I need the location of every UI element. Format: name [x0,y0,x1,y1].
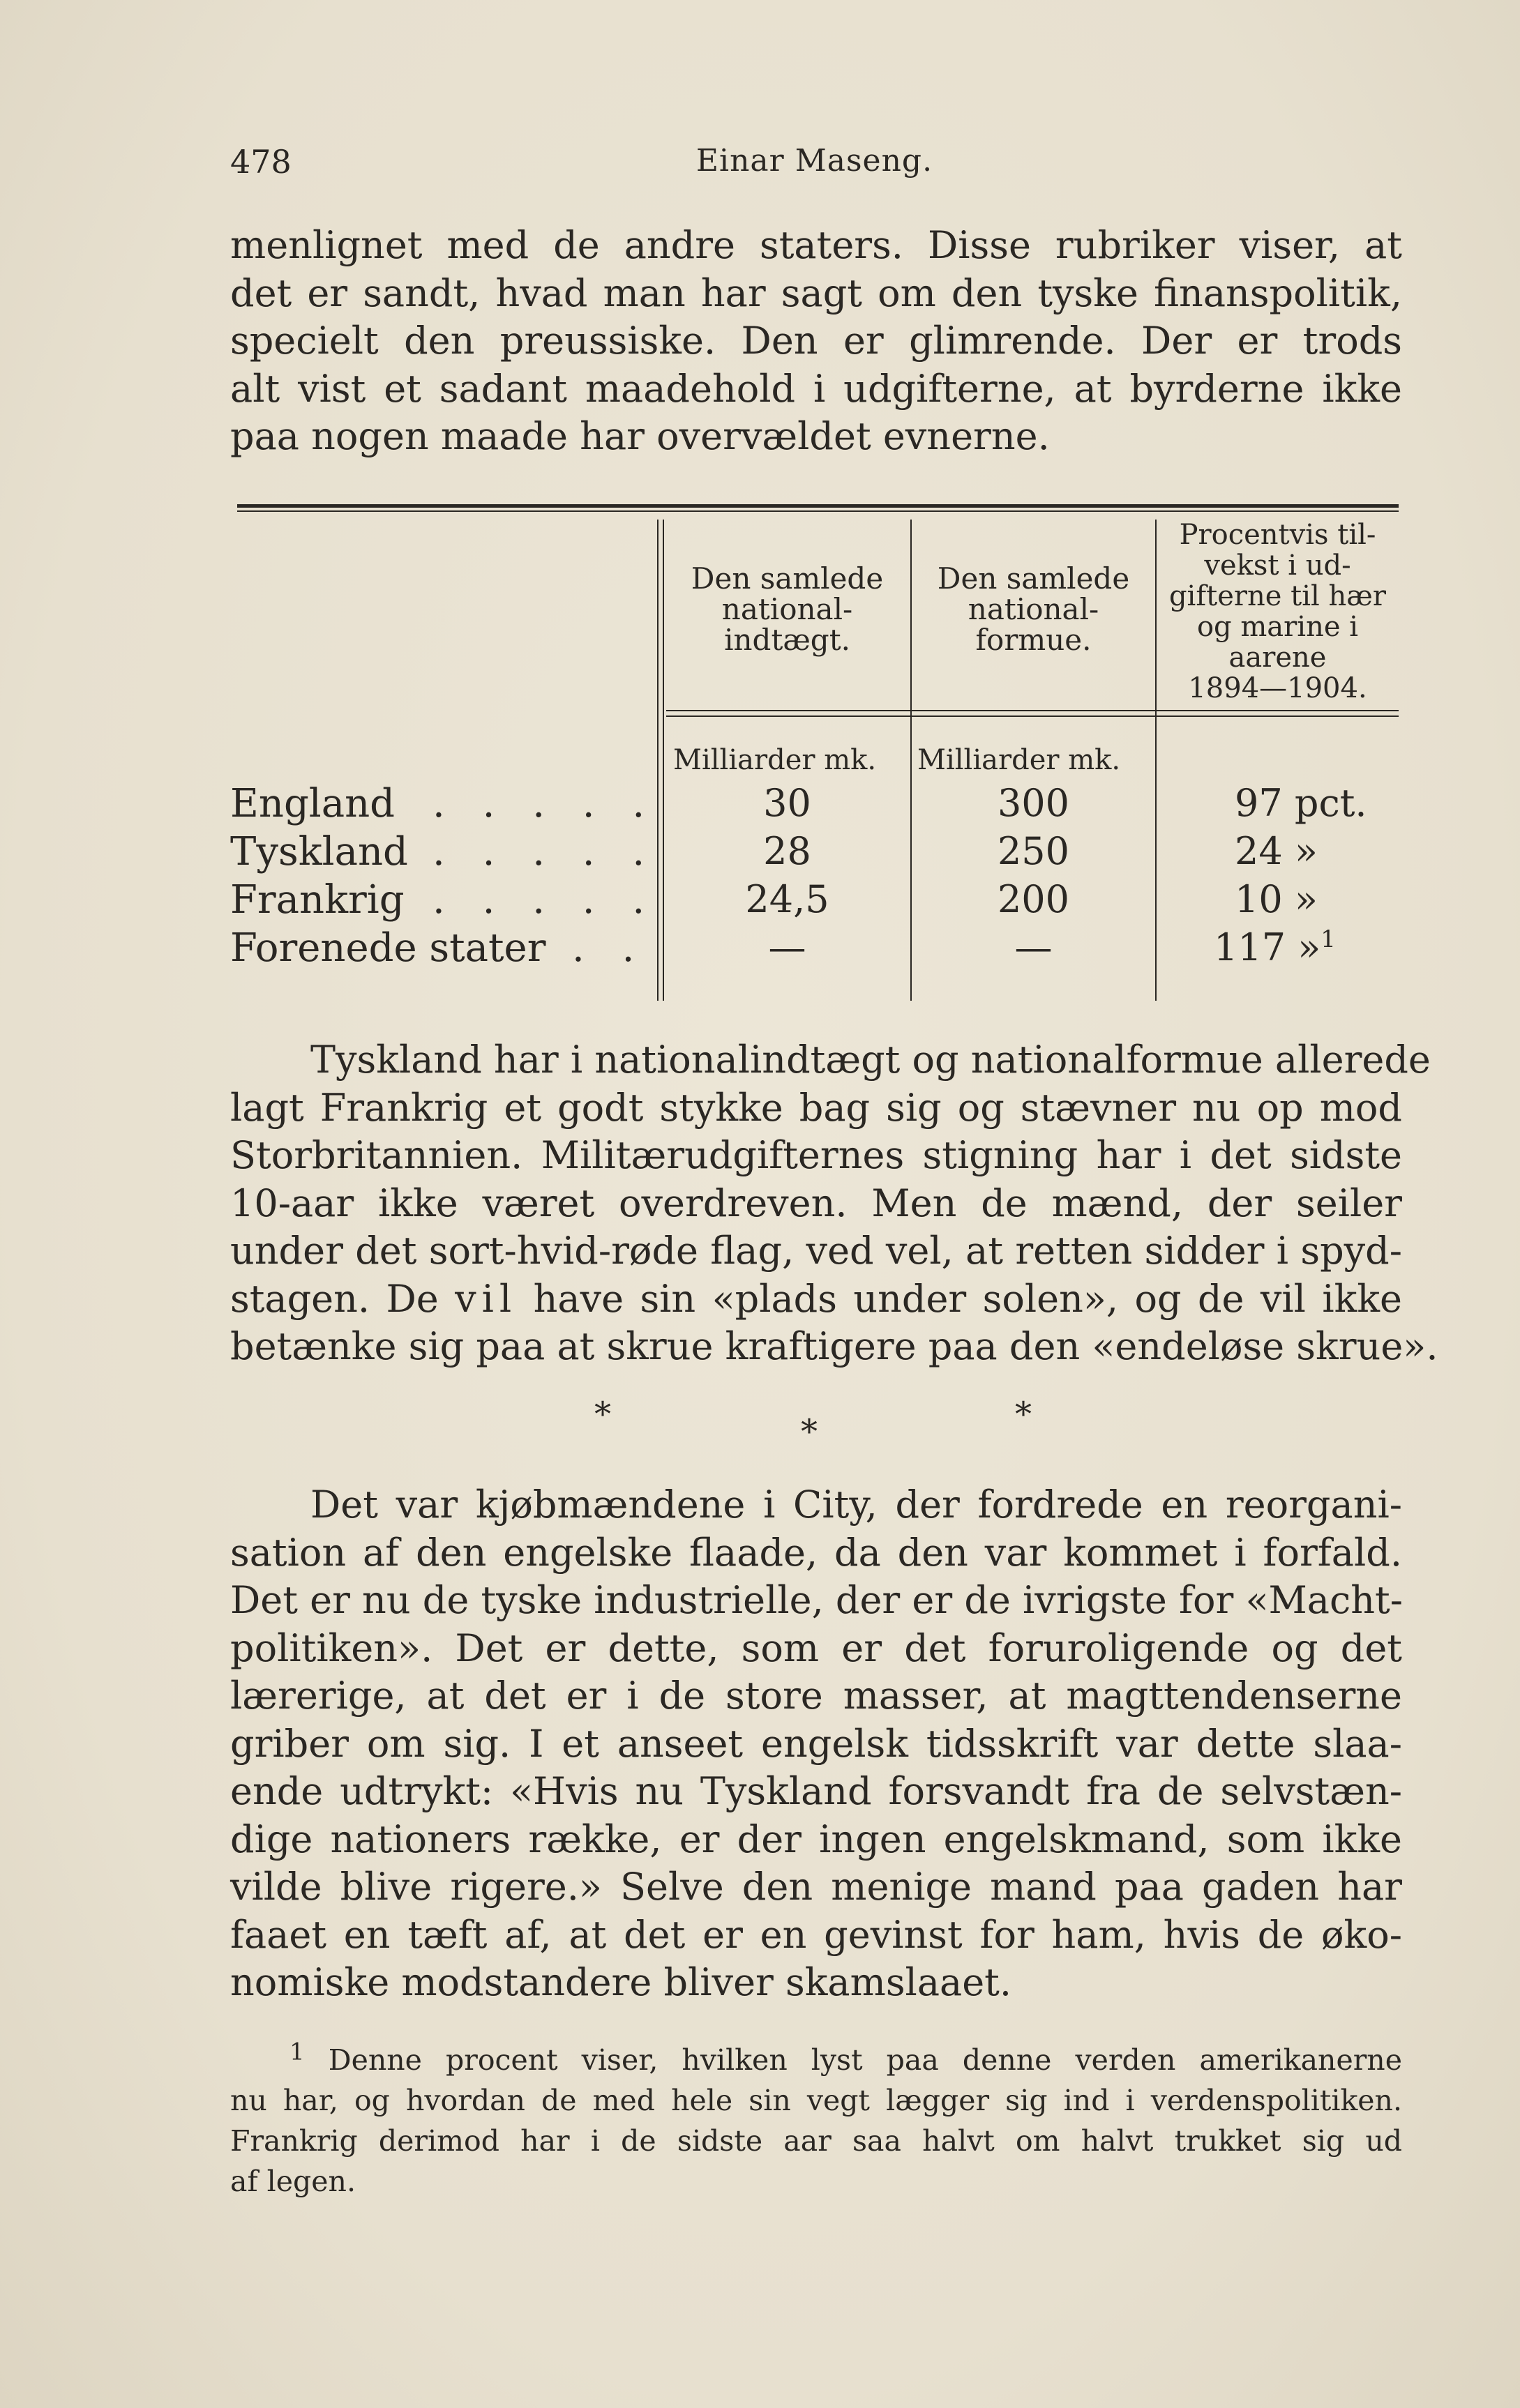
text-line: Storbritannien. Militærudgifternes stigning har i det sidste [230,1133,1402,1177]
text-line [230,1275,1402,1324]
header-line: national- [968,592,1099,626]
header-line: Den samlede [691,561,884,596]
column-divider [657,520,659,1001]
text-line: paa nogen maade har overvældet evnerne. [230,414,1050,458]
text-line: betænke sig paa at skrue kraftigere paa den «endeløse skrue». [230,1324,1438,1368]
header-line: vekst i ud- [1204,550,1351,582]
text-line: under det sort-hvid-røde flag, ved vel, at retten sidder i spyd- [230,1229,1402,1273]
column-header-income [664,563,910,656]
text-line: lagt Frankrig et godt stykke bag sig og stævner nu op mod [230,1085,1402,1130]
text-line: dige nationers række, er der ingen engelskmand, som ikke [230,1817,1402,1861]
header-line: gifterne til hær [1168,580,1387,612]
header-line: formue. [975,623,1092,657]
page-number: 478 [230,143,292,181]
row-growth: 10 » [1235,877,1318,921]
row-growth [1214,925,1336,969]
row-growth: 97 pct. [1235,781,1367,825]
text-line: griber om sig. I et anseet engelsk tidsskrift var dette slaa- [230,1721,1402,1766]
text-line: vilde blive rigere.» Selve den menige mand paa gaden har [230,1865,1402,1909]
unit-label-income: Milliarder mk. [673,744,877,776]
text-run: stagen. De [230,1276,456,1321]
text-line: politiken». Det er dette, som er det foruroligende og det [230,1626,1402,1670]
row-country: Tyskland [230,829,408,874]
footnote-line: nu har, og hvordan de med hele sin vegt lægger sig ind i verdenspolitiken. [230,2084,1402,2117]
header-line: indtægt. [724,623,850,657]
header-rule [666,710,1399,711]
intro-paragraph [230,222,1402,461]
header-line: national- [721,592,853,626]
paragraph-city [230,1481,1402,2007]
text-run: have sin «plads under solen», og de vil ikke [517,1276,1403,1321]
text-line: Tyskland har i nationalindtægt og nationalformue allerede [310,1038,1431,1082]
table-top-rule [237,504,1399,508]
running-head: Einar Maseng. [695,143,933,179]
footnote [230,2040,1402,2202]
text-line: menlignet med de andre staters. Disse rubriker viser, at [230,223,1402,267]
header-line: Den samlede [937,561,1130,596]
header-line: Procentvis til- [1179,519,1376,551]
row-income: 30 [763,781,811,825]
row-income: 28 [763,829,811,873]
row-wealth: 250 [997,829,1070,873]
text-line: Det var kjøbmændene i City, der fordrede en reorgani- [310,1483,1402,1527]
header-line: 1894—1904. [1188,672,1367,704]
page-header [230,143,1399,192]
growth-value: 117 » [1214,925,1321,969]
row-country: England [230,781,396,826]
row-leader-dots: . . . . . [432,781,658,826]
row-wealth: — [1014,925,1053,969]
text-run: Denne procent viser, hvilken lyst paa denne verden amerikanerne [328,2043,1402,2077]
section-star: * [594,1395,611,1434]
text-line: sation af den engelske flaade, da den var kommet i forfald. [230,1530,1402,1575]
row-growth: 24 » [1235,829,1318,873]
unit-label-wealth: Milliarder mk. [917,744,1121,776]
text-line: Det er nu de tyske industrielle, der er de ivrigste for «Macht- [230,1578,1403,1622]
text-line: specielt den preussiske. Den er glimrende. Der er trods [230,319,1402,363]
row-income: 24,5 [745,877,829,921]
footnote-line [230,2040,1402,2080]
text-line: det er sandt, hvad man har sagt om den tyske finanspolitik, [230,271,1402,315]
row-country: Frankrig [230,877,405,923]
footnote-marker: 1 [1320,925,1336,953]
row-leader-dots: . . . . . [432,877,658,923]
text-line: 10-aar ikke været overdreven. Men de mænd, der seiler [230,1181,1402,1225]
row-wealth: 200 [997,877,1070,921]
row-wealth: 300 [997,781,1070,825]
row-income: — [768,925,806,969]
column-header-growth [1157,520,1399,704]
footnote-line: af legen. [230,2165,356,2198]
text-line: alt vist et sadant maadehold i udgifterne, at byrderne ikke [230,366,1402,411]
footnote-marker: 1 [289,2038,305,2066]
header-line: og marine i [1196,611,1359,643]
table-top-rule-thin [237,510,1399,512]
header-rule [666,715,1399,717]
footnote-line: Frankrig derimod har i de sidste aar saa halvt om halvt trukket sig ud [230,2124,1402,2158]
text-line: ende udtrykt: «Hvis nu Tyskland forsvandt fra de selvstæn- [230,1769,1402,1813]
text-line: faaet en tæft af, at det er en gevinst for ham, hvis de øko- [230,1912,1402,1957]
statistics-table [230,499,1399,1008]
emphasized-word: vil [455,1276,518,1321]
text-line: nomiske modstandere bliver skamslaaet. [230,1960,1012,2004]
header-line: aarene [1228,642,1327,674]
section-star: * [801,1412,818,1451]
column-header-wealth [912,563,1155,656]
paragraph-germany [230,1036,1438,1371]
section-star: * [1015,1395,1032,1434]
row-country: Forenede stater [230,925,546,971]
text-line: lærerige, at det er i de store masser, at magttendenserne [230,1674,1402,1718]
row-leader-dots: . . [572,925,647,971]
row-leader-dots: . . . . . [432,829,658,874]
